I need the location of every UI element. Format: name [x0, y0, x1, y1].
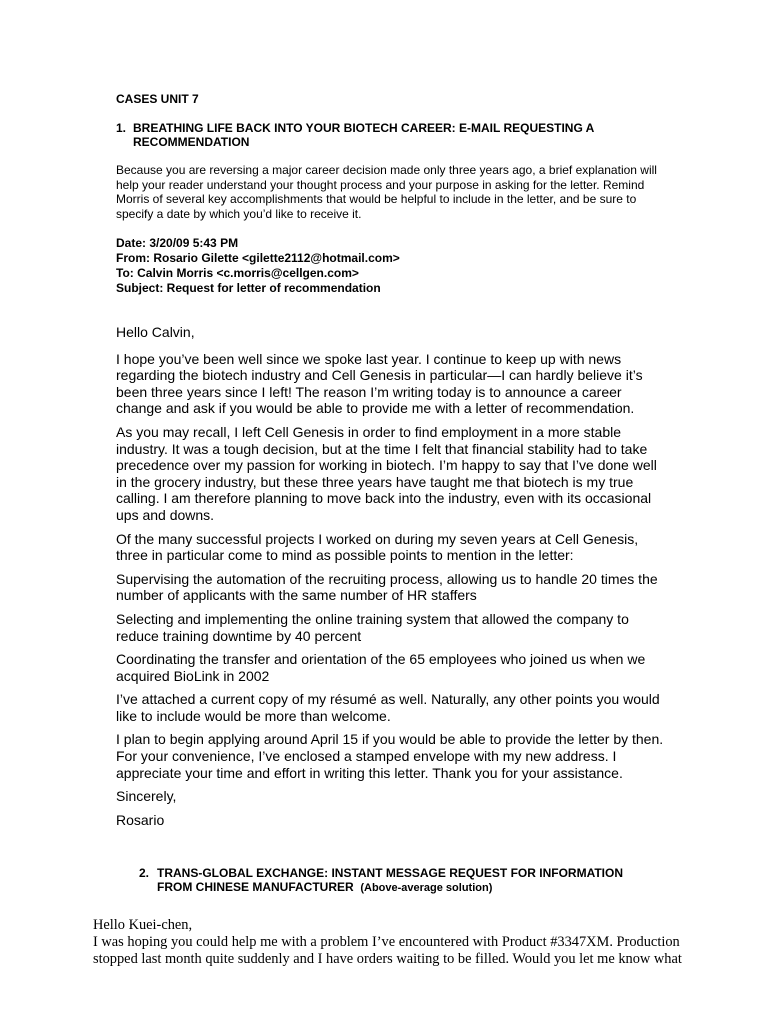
letter-paragraph: As you may recall, I left Cell Genesis in order to find employment in a more stable industry. It was a tough decision, but at the time I felt that financial stability had to take precedence over my passion for working in biotech. I’m happy to say that I’ve done well in the grocery industry, but these three years have taught me that biotech is my true calling. I am therefore planning to move back into the industry, even with its occasional ups and downs. — [116, 423, 657, 523]
email-to: To: Calvin Morris <c.morris@cellgen.com> — [116, 266, 359, 280]
email-subject: Subject: Request for letter of recommendation — [116, 281, 381, 295]
case1-number: 1. — [116, 121, 127, 135]
letter-paragraph: I hope you’ve been well since we spoke last year. I continue to keep up with news regarding the biotech industry and Cell Genesis in particular—I can hardly believe it’s been three years since I left! The reason I’m writing today is to announce a career change and ask if you would be able to provide me with a letter of recommendation. — [116, 350, 643, 417]
case2-number: 2. — [139, 866, 150, 880]
letter-greeting: Hello Calvin, — [116, 324, 195, 340]
case2-heading-note: (Above-average solution) — [360, 882, 493, 894]
letter-paragraph: I’ve attached a current copy of my résumé as well. Naturally, any other points you would like to include would be more than welcome. — [116, 691, 660, 724]
letter-signature: Rosario — [116, 811, 165, 828]
letter-accomplishment: Selecting and implementing the online training system that allowed the company to reduce training downtime by 40 percent — [116, 610, 629, 644]
letter-accomplishment: Supervising the automation of the recruiting process, allowing us to handle 20 times the number of applicants with the same number of HR staffers — [116, 570, 658, 604]
case2-heading — [139, 866, 699, 895]
case1-heading — [116, 121, 676, 149]
message-greeting: Hello Kuei-chen, — [93, 917, 193, 933]
message-body-line: I was hoping you could help me with a problem I’ve encountered with Product #3347XM. Production — [93, 934, 680, 950]
case1-heading-line2: RECOMMENDATION — [133, 135, 250, 149]
case2-message — [93, 917, 693, 968]
email-header — [116, 236, 676, 296]
message-body-line: stopped last month quite suddenly and I have orders waiting to be filled. Would you let me know what — [93, 951, 682, 967]
case2-heading-line1: TRANS-GLOBAL EXCHANGE: INSTANT MESSAGE REQUEST FOR INFORMATION — [157, 866, 624, 880]
letter-paragraph: Of the many successful projects I worked on during my seven years at Cell Genesis, three in particular come to mind as possible points to mention in the letter: — [116, 530, 639, 564]
letter-paragraph: I plan to begin applying around April 15 if you would be able to provide the letter by then. For your convenience, I’ve enclosed a stamped envelope with my new address. I appreciate your time and effort in writing this letter. Thank you for your assistance. — [116, 731, 664, 781]
email-date: Date: 3/20/09 5:43 PM — [116, 236, 239, 250]
email-letter — [116, 324, 671, 835]
case1-heading-line1: BREATHING LIFE BACK INTO YOUR BIOTECH CAREER: E-MAIL REQUESTING A — [133, 121, 595, 135]
case2-heading-line2: FROM CHINESE MANUFACTURER — [157, 880, 354, 894]
letter-accomplishment: Coordinating the transfer and orientation of the 65 employees who joined us when we acquired BioLink in 2002 — [116, 651, 646, 684]
case1-intro: Because you are reversing a major career decision made only three years ago, a brief explanation will help your reader understand your thought process and your purpose in asking for the letter. Remind Morris of several key accomplishments that would be helpful to include in the letter, and be sure to specify a date by which you’d like to receive it. — [116, 163, 657, 221]
email-from: From: Rosario Gilette <gilette2112@hotmail.com> — [116, 251, 400, 265]
unit-title: CASES UNIT 7 — [116, 92, 199, 106]
letter-closing: Sincerely, — [116, 788, 177, 805]
